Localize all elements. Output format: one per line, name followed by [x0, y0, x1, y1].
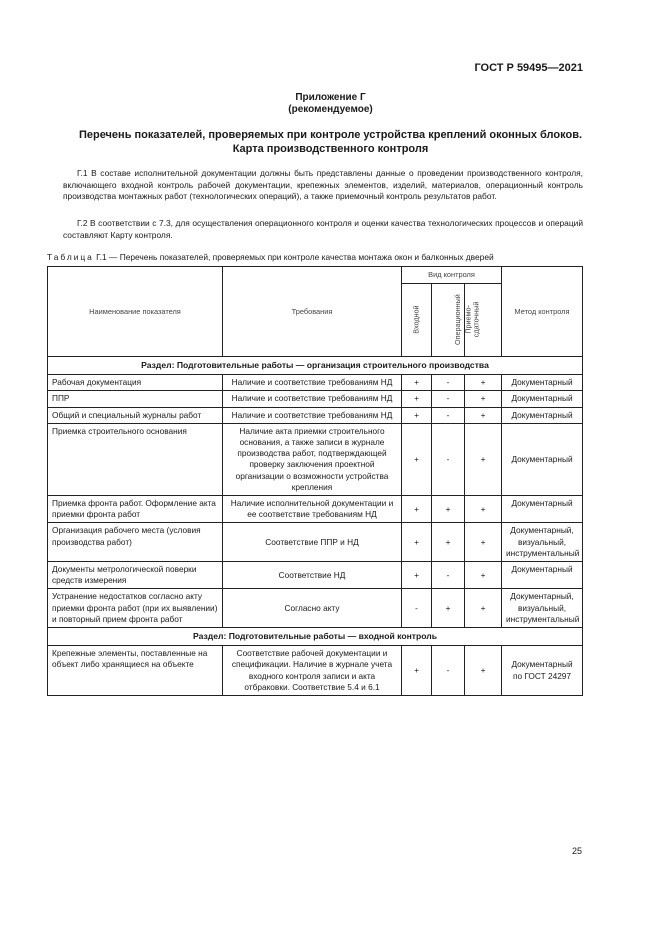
cell-method: Документарный: [502, 391, 583, 407]
cell-incoming: +: [402, 562, 432, 589]
cell-incoming: +: [402, 646, 432, 696]
cell-acceptance: +: [465, 646, 502, 696]
cell-name: Общий и специальный журналы работ: [48, 407, 223, 423]
header-acceptance-line1: Приемо-: [463, 305, 473, 334]
cell-name: Рабочая документация: [48, 375, 223, 391]
table-row: [48, 589, 583, 628]
cell-method: Документарный, визуальный, инструментальный: [502, 589, 583, 628]
cell-operational: -: [432, 562, 465, 589]
cell-method: Документарный: [502, 407, 583, 423]
cell-requirements: Наличие акта приемки строительного основания, а также записи в журнале производства работ, подтверждающей проверку заключения проектной организации о возможности устройства крепления: [223, 423, 402, 495]
cell-requirements: Наличие исполнительной документации и ее соответствие требованиям НД: [223, 496, 402, 523]
header-control-type: Вид контроля: [402, 267, 502, 284]
cell-method: Документарный: [502, 496, 583, 523]
cell-name: Документы метрологической поверки средств измерения: [48, 562, 223, 589]
table-caption-prefix: Таблица: [47, 252, 94, 262]
cell-incoming: +: [402, 423, 432, 495]
cell-operational: -: [432, 407, 465, 423]
cell-requirements: Согласно акту: [223, 589, 402, 628]
table-row: [48, 562, 583, 589]
cell-operational: -: [432, 423, 465, 495]
header-requirements: Требования: [223, 267, 402, 357]
cell-name: Приемка строительного основания: [48, 423, 223, 495]
cell-operational: -: [432, 646, 465, 696]
cell-acceptance: +: [465, 375, 502, 391]
table-row: [48, 523, 583, 562]
paragraph-g1: Г.1 В составе исполнительной документации должны быть представлены данные о проведении производственного контроля, включающего входной контроль рабочей документации, крепежных элементов, изделий, материалов, операционный контроль производства монтажных работ (технологических операций), а также приемочный контроль результатов работ.: [63, 168, 583, 202]
page-number: 25: [571, 846, 582, 856]
cell-requirements: Наличие и соответствие требованиям НД: [223, 375, 402, 391]
cell-incoming: +: [402, 523, 432, 562]
table-row: [48, 646, 583, 696]
cell-method: Документарный: [502, 423, 583, 495]
header-method: Метод контроля: [502, 267, 583, 357]
cell-acceptance: +: [465, 589, 502, 628]
table-row: [48, 391, 583, 407]
cell-operational: +: [432, 589, 465, 628]
section-row: [48, 357, 583, 375]
cell-operational: +: [432, 496, 465, 523]
header-incoming-text: Входной: [411, 305, 421, 335]
cell-method: Документарный: [502, 562, 583, 589]
cell-incoming: +: [402, 407, 432, 423]
cell-requirements: Наличие и соответствие требованиям НД: [223, 391, 402, 407]
table-row: [48, 496, 583, 523]
control-table: [47, 266, 583, 696]
cell-incoming: +: [402, 391, 432, 407]
cell-acceptance: +: [465, 523, 502, 562]
cell-name: ППР: [48, 391, 223, 407]
cell-name: Организация рабочего места (условия производства работ): [48, 523, 223, 562]
table-caption-text: Г.1 — Перечень показателей, проверяемых при контроле качества монтажа окон и балконных дверей: [93, 252, 494, 262]
table-row: [48, 423, 583, 495]
section-title: Раздел: Подготовительные работы — организация строительного производства: [48, 357, 583, 375]
table-header-row: [48, 267, 583, 284]
cell-incoming: +: [402, 375, 432, 391]
header-acceptance: [465, 284, 502, 357]
appendix-label: Приложение Г: [295, 92, 366, 103]
cell-name: Приемка фронта работ. Оформление акта приемки фронта работ: [48, 496, 223, 523]
cell-operational: +: [432, 523, 465, 562]
cell-operational: -: [432, 391, 465, 407]
document-title-line1: Перечень показателей, проверяемых при контроле устройства креплений оконных блоков.: [78, 129, 583, 141]
table-caption: [47, 252, 494, 262]
cell-incoming: +: [402, 496, 432, 523]
appendix-status: (рекомендуемое): [288, 104, 373, 115]
header-incoming: [402, 284, 432, 357]
cell-method: Документарный: [502, 375, 583, 391]
cell-requirements: Наличие и соответствие требованиям НД: [223, 407, 402, 423]
cell-acceptance: +: [465, 407, 502, 423]
header-operational-text: Операционный: [452, 294, 462, 346]
cell-name: Устранение недостатков согласно акту приемки фронта работ (при их выявлении) и повторный прием фронта работ: [48, 589, 223, 628]
header-name: Наименование показателя: [48, 267, 223, 357]
cell-method: Документарный по ГОСТ 24297: [502, 646, 583, 696]
cell-incoming: -: [402, 589, 432, 628]
cell-acceptance: +: [465, 496, 502, 523]
cell-requirements: Соответствие рабочей документации и спецификации. Наличие в журнале учета входного контроля записи и акта отбраковки. Соответствие 5.4 и 6.1: [223, 646, 402, 696]
table-row: [48, 407, 583, 423]
document-title-line2: Карта производственного контроля: [232, 143, 429, 155]
section-title: Раздел: Подготовительные работы — входной контроль: [48, 628, 583, 646]
cell-acceptance: +: [465, 423, 502, 495]
section-row: [48, 628, 583, 646]
cell-method: Документарный, визуальный, инструментальный: [502, 523, 583, 562]
table-row: [48, 375, 583, 391]
header-operational: [432, 284, 465, 357]
cell-operational: -: [432, 375, 465, 391]
cell-acceptance: +: [465, 391, 502, 407]
cell-requirements: Соответствие НД: [223, 562, 402, 589]
paragraph-g2: Г.2 В соответствии с 7.3, для осуществления операционного контроля и оценки качества технологических процессов и операций составляют Карту контроля.: [63, 218, 583, 240]
cell-requirements: Соответствие ППР и НД: [223, 523, 402, 562]
cell-name: Крепежные элементы, поставленные на объект либо хранящиеся на объекте: [48, 646, 223, 696]
header-acceptance-line2: сдаточный: [472, 301, 481, 338]
header-acceptance-text: [465, 290, 482, 350]
standard-code: ГОСТ Р 59495—2021: [474, 62, 583, 74]
cell-acceptance: +: [465, 562, 502, 589]
